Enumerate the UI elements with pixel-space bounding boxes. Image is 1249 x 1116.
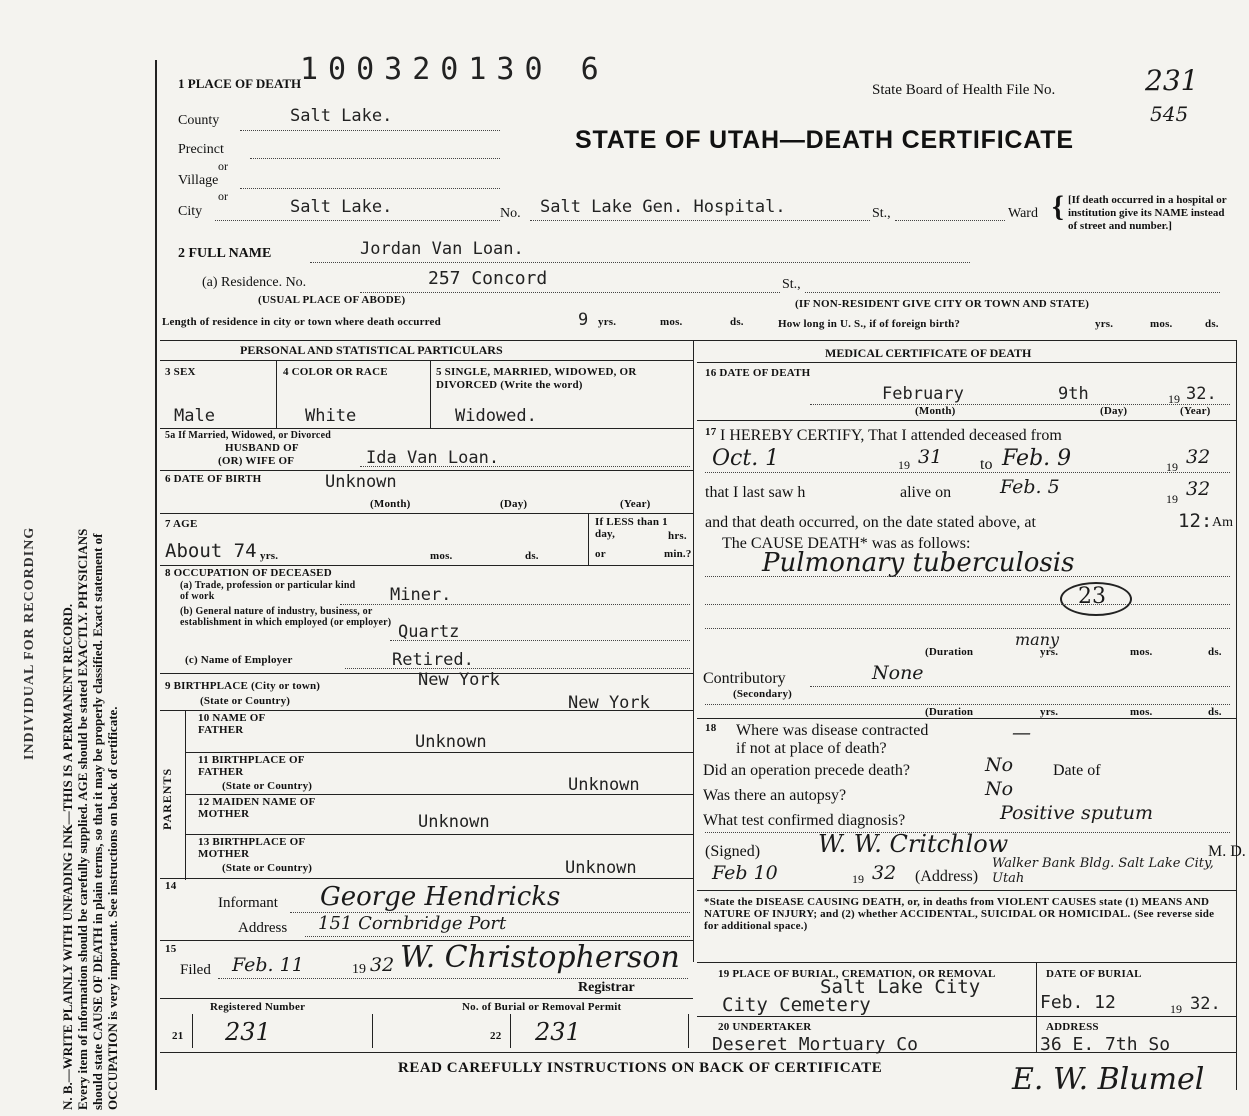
mother-name-label: 12 MAIDEN NAME OF MOTHER bbox=[198, 796, 315, 820]
residence-st-label: St., bbox=[782, 277, 801, 292]
read-carefully-note: READ CAREFULLY INSTRUCTIONS ON BACK OF CERTIFICATE bbox=[398, 1060, 883, 1076]
age-less-divider bbox=[588, 513, 589, 565]
county-value: Salt Lake. bbox=[290, 106, 393, 126]
form-left-border bbox=[155, 60, 157, 1090]
row-line-7 bbox=[160, 513, 693, 514]
date-of-death-month: February bbox=[882, 384, 964, 404]
undertaker-value: Deseret Mortuary Co bbox=[712, 1034, 918, 1055]
foreign-ds: ds. bbox=[1205, 318, 1219, 330]
dob-day-label: (Day) bbox=[500, 498, 528, 510]
mother-birth-sub: (State or Country) bbox=[222, 862, 313, 874]
marital-label: 5 SINGLE, MARRIED, WIDOWED, OR DIVORCED (Write the word) bbox=[436, 366, 637, 391]
filed-line bbox=[218, 978, 688, 979]
informant-num: 14 bbox=[165, 880, 177, 892]
sign-date: Feb 10 bbox=[712, 862, 778, 884]
city-label: City bbox=[178, 204, 203, 219]
village-label: Village bbox=[178, 173, 219, 188]
spouse-label-2: HUSBAND OF bbox=[225, 442, 299, 454]
file-number-label: State Board of Health File No. bbox=[872, 82, 1056, 98]
signed-label: (Signed) bbox=[705, 843, 761, 860]
age-value: About 74 bbox=[165, 540, 257, 562]
birthplace-label: 9 BIRTHPLACE (City or town) bbox=[165, 680, 321, 692]
father-name-value: Unknown bbox=[415, 732, 487, 752]
death-time-label: and that death occurred, on the date stated above, at bbox=[705, 514, 1036, 531]
sign-year-prefix: 19 bbox=[852, 872, 864, 886]
permit-box-right bbox=[688, 1014, 689, 1048]
cause-value: Pulmonary tuberculosis bbox=[762, 548, 1075, 578]
or-min-text: or bbox=[595, 548, 606, 560]
operation-date-label: Date of bbox=[1053, 762, 1101, 779]
file-number: 231 bbox=[1145, 64, 1199, 97]
attended-from-year: 31 bbox=[918, 446, 943, 468]
row-line-11 bbox=[185, 752, 693, 753]
registrar-label: Registrar bbox=[578, 980, 635, 995]
registrar-signature-footer: E. W. Blumel bbox=[1012, 1062, 1205, 1097]
residence-line bbox=[360, 292, 780, 293]
dob-value: Unknown bbox=[325, 472, 397, 492]
full-name-value: Jordan Van Loan. bbox=[360, 239, 524, 259]
city-value: Salt Lake. bbox=[290, 197, 393, 217]
notice-line-1: N. B.—WRITE PLAINLY WITH UNFADING INK—THIS IS A PERMANENT RECORD. bbox=[60, 603, 75, 1110]
filed-label: Filed bbox=[180, 962, 211, 978]
attended-to-label: to bbox=[980, 456, 993, 473]
foreign-mos: mos. bbox=[1150, 318, 1173, 330]
dob-month-label: (Month) bbox=[370, 498, 411, 510]
occupation-b-value: Quartz bbox=[398, 622, 460, 642]
personal-heading: PERSONAL AND STATISTICAL PARTICULARS bbox=[240, 343, 503, 357]
dob-year-label: (Year) bbox=[620, 498, 651, 510]
stamp-number: 100320130 6 bbox=[300, 52, 609, 87]
date-of-death-day: 9th bbox=[1058, 384, 1089, 404]
dod-month-label: (Month) bbox=[915, 405, 956, 417]
filed-num: 15 bbox=[165, 943, 177, 955]
duration-label: (Duration bbox=[925, 646, 974, 658]
reg-box-left bbox=[192, 1014, 193, 1048]
form-right-border bbox=[1236, 340, 1237, 1090]
certificate-title: STATE OF UTAH—DEATH CERTIFICATE bbox=[575, 126, 1074, 154]
hospital-note: [If death occurred in a hospital or institution give its NAME instead of street and number.] bbox=[1068, 194, 1227, 232]
father-name-label: 10 NAME OF FATHER bbox=[198, 712, 265, 736]
father-birth-label: 11 BIRTHPLACE OF FATHER bbox=[198, 754, 305, 778]
medical-row-line-4 bbox=[697, 962, 1236, 963]
place-of-death-label: 1 PLACE OF DEATH bbox=[178, 76, 302, 91]
informant-address-line bbox=[305, 936, 690, 937]
cause-label: The CAUSE DEATH* was as follows: bbox=[722, 535, 971, 552]
dob-label: 6 DATE OF BIRTH bbox=[165, 473, 262, 485]
duration-value: many bbox=[1015, 630, 1060, 649]
alive-on-label: alive on bbox=[900, 484, 952, 501]
employer-value: Retired. bbox=[392, 650, 474, 670]
mother-name-value: Unknown bbox=[418, 812, 490, 832]
dod-year-label: (Year) bbox=[1180, 405, 1211, 417]
row-line-5 bbox=[160, 428, 693, 429]
hrs-label: hrs. bbox=[668, 530, 687, 542]
row-line-8 bbox=[160, 565, 693, 566]
md-label: M. D. bbox=[1208, 843, 1246, 860]
burial-place-label: 19 PLACE OF BURIAL, CREMATION, OR REMOVAL bbox=[718, 968, 996, 980]
street-no-value: Salt Lake Gen. Hospital. bbox=[540, 197, 786, 217]
color-marital-divider bbox=[430, 360, 431, 428]
attended-line bbox=[705, 472, 1230, 473]
permit-box-left bbox=[510, 1014, 511, 1048]
informant-address-value: 151 Cornbridge Port bbox=[318, 913, 507, 934]
file-number-handwritten: 545 bbox=[1150, 102, 1189, 126]
burial-permit-index: 22 bbox=[490, 1030, 502, 1042]
operation-label: Did an operation precede death? bbox=[703, 762, 911, 779]
length-mos: mos. bbox=[660, 316, 683, 328]
employer-label: (c) Name of Employer bbox=[185, 654, 293, 666]
reg-box-right bbox=[372, 1014, 373, 1048]
autopsy-value: No bbox=[985, 778, 1014, 800]
cause-code: 23 bbox=[1078, 584, 1106, 609]
last-saw-year: 32 bbox=[1186, 478, 1211, 500]
birthplace-city: New York bbox=[418, 670, 500, 690]
row-line-13 bbox=[185, 834, 693, 835]
street-no-line bbox=[530, 220, 870, 221]
duration2-yrs: yrs. bbox=[1040, 706, 1059, 718]
notice-line-3: should state CAUSE OF DEATH in plain terms, so that it may be properly classified. Exact statement of bbox=[90, 533, 105, 1110]
row-line-12 bbox=[185, 794, 693, 795]
last-saw-label: that I last saw h bbox=[705, 484, 806, 501]
date-of-death-label: 16 DATE OF DEATH bbox=[705, 367, 811, 379]
occupation-a-value: Miner. bbox=[390, 585, 452, 605]
residence-label: (a) Residence. No. bbox=[202, 275, 307, 290]
registered-number-label: Registered Number bbox=[210, 1001, 306, 1013]
dod-day-label: (Day) bbox=[1100, 405, 1128, 417]
spouse-label-1: 5a If Married, Widowed, or Divorced bbox=[165, 430, 331, 441]
village-line bbox=[240, 188, 500, 189]
burial-date-year: 32. bbox=[1190, 994, 1221, 1014]
burial-date-value: Feb. 12 bbox=[1040, 992, 1116, 1013]
certify-num: 17 bbox=[705, 426, 717, 438]
q18-num: 18 bbox=[705, 722, 717, 734]
burial-date-label: DATE OF BURIAL bbox=[1046, 968, 1142, 980]
burial-permit-value: 231 bbox=[535, 1018, 581, 1046]
operation-value: No bbox=[985, 754, 1014, 776]
burial-place-value-2: City Cemetery bbox=[722, 994, 871, 1016]
spouse-label-3: (OR) WIFE OF bbox=[218, 455, 295, 467]
sign-address-value: Walker Bank Bldg. Salt Lake City, Utah bbox=[992, 856, 1214, 886]
registrar-signature: W. Christopherson bbox=[400, 940, 680, 975]
cause-line-2 bbox=[705, 604, 1230, 605]
full-name-line bbox=[310, 262, 970, 263]
duration-yrs: yrs. bbox=[1040, 646, 1059, 658]
length-value: 9 bbox=[578, 310, 589, 330]
burial-place-value-1: Salt Lake City bbox=[820, 976, 981, 998]
test-value: Positive sputum bbox=[1000, 802, 1154, 824]
parents-label: PARENTS bbox=[160, 767, 174, 830]
cause-footnote: *State the DISEASE CAUSING DEATH, or, in deaths from VIOLENT CAUSES state (1) MEANS AND NATURE OF INJURY; and (2) whether ACCIDENTAL, SUICIDAL OR HOMICIDAL. (See reverse side for additional space.) bbox=[704, 896, 1215, 932]
birthplace-state: New York bbox=[568, 693, 650, 713]
less-than-label: If LESS than 1 day, bbox=[595, 516, 668, 540]
contributory-label: Contributory bbox=[703, 670, 786, 687]
father-birth-sub: (State or Country) bbox=[222, 780, 313, 792]
notice-line-4: OCCUPATION is very important. See instructions on back of certificate. bbox=[105, 706, 120, 1110]
last-saw-year-prefix: 19 bbox=[1166, 492, 1178, 506]
permanent-record-notice bbox=[60, 110, 140, 1110]
birthplace-state-label: (State or Country) bbox=[200, 695, 291, 707]
medical-heading-underline bbox=[697, 362, 1236, 363]
medical-heading: MEDICAL CERTIFICATE OF DEATH bbox=[825, 346, 1032, 360]
contributory-line bbox=[810, 686, 1230, 687]
mother-birth-label: 13 BIRTHPLACE OF MOTHER bbox=[198, 836, 305, 860]
margin-text: INDIVIDUAL FOR RECORDING bbox=[22, 526, 37, 760]
undertaker-address-label: ADDRESS bbox=[1046, 1021, 1099, 1033]
registered-number-index: 21 bbox=[172, 1030, 184, 1042]
cause-line-3 bbox=[705, 628, 1230, 629]
informant-address-label: Address bbox=[238, 920, 288, 936]
q18-label-2: if not at place of death? bbox=[736, 740, 887, 757]
county-line bbox=[240, 130, 500, 131]
attended-from-year-prefix: 19 bbox=[898, 458, 910, 472]
length-label: Length of residence in city or town where death occurred bbox=[162, 316, 441, 328]
filed-year-prefix: 19 bbox=[352, 962, 366, 977]
certify-text: I HEREBY CERTIFY, That I attended deceased from bbox=[720, 427, 1062, 444]
registered-number-value: 231 bbox=[225, 1018, 271, 1046]
undertaker-address-value: 36 E. 7th So bbox=[1040, 1034, 1171, 1055]
notice-line-2: Every item of information should be carefully supplied. AGE should be stated EXACTLY. PHYSICIANS bbox=[75, 528, 90, 1110]
row-line-6 bbox=[160, 470, 693, 471]
length-ds: ds. bbox=[730, 316, 744, 328]
cause-line-1 bbox=[705, 576, 1230, 577]
sign-address-label: (Address) bbox=[915, 868, 979, 885]
grid-top-line bbox=[160, 340, 1236, 341]
physician-signature: W. W. Critchlow bbox=[818, 830, 1009, 858]
contributory-line-2 bbox=[705, 704, 1230, 705]
county-label: County bbox=[178, 113, 220, 128]
occupation-b-label: (b) General nature of industry, business, or establishment in which employed (or employer) bbox=[180, 606, 392, 628]
column-divider bbox=[693, 340, 694, 962]
min-label: min.? bbox=[664, 548, 692, 560]
undertaker-label: 20 UNDERTAKER bbox=[718, 1021, 812, 1033]
full-name-label: 2 FULL NAME bbox=[178, 246, 272, 261]
age-mos-label: mos. bbox=[430, 550, 453, 562]
residence-st-line bbox=[805, 292, 1220, 293]
medical-row-line-1 bbox=[697, 420, 1236, 421]
sex-value: Male bbox=[174, 406, 215, 426]
q18-value: — bbox=[1012, 722, 1031, 744]
filed-year: 32 bbox=[370, 954, 395, 976]
informant-label: Informant bbox=[218, 895, 278, 911]
row-line-14 bbox=[160, 878, 693, 879]
autopsy-label: Was there an autopsy? bbox=[703, 787, 847, 804]
street-no-label: No. bbox=[500, 206, 521, 221]
usual-place-label: (USUAL PLACE OF ABODE) bbox=[258, 294, 406, 306]
spouse-value: Ida Van Loan. bbox=[366, 448, 500, 468]
occupation-a-label: (a) Trade, profession or particular kind of work bbox=[180, 580, 356, 602]
duration-ds: ds. bbox=[1208, 646, 1222, 658]
medical-row-line-2 bbox=[697, 718, 1236, 719]
nonresident-note: (IF NON-RESIDENT GIVE CITY OR TOWN AND STATE) bbox=[795, 298, 1090, 310]
attended-from: Oct. 1 bbox=[712, 446, 780, 471]
attended-to-year-prefix: 19 bbox=[1166, 460, 1178, 474]
age-ds-label: ds. bbox=[525, 550, 539, 562]
ward-line bbox=[895, 220, 1005, 221]
burial-row-line bbox=[697, 1016, 1236, 1017]
filed-date: Feb. 11 bbox=[232, 954, 304, 976]
informant-signature: George Hendricks bbox=[320, 882, 561, 912]
marital-value: Widowed. bbox=[455, 406, 537, 426]
foreign-label: How long in U. S., if of foreign birth? bbox=[778, 318, 961, 330]
precinct-label: Precinct bbox=[178, 142, 224, 157]
brace-icon: { bbox=[1052, 190, 1064, 223]
foreign-yrs: yrs. bbox=[1095, 318, 1114, 330]
age-yrs-label: yrs. bbox=[260, 550, 279, 562]
ward-label: Ward bbox=[1008, 206, 1038, 221]
sex-color-divider bbox=[276, 360, 277, 428]
row-line-16 bbox=[160, 998, 693, 999]
date-of-death-year-prefix: 19 bbox=[1168, 392, 1180, 406]
length-yrs: yrs. bbox=[598, 316, 617, 328]
age-label: 7 AGE bbox=[165, 518, 198, 530]
residence-value: 257 Concord bbox=[428, 268, 548, 289]
color-value: White bbox=[305, 406, 357, 426]
or-text-2: or bbox=[218, 189, 228, 203]
or-text-1: or bbox=[218, 159, 228, 173]
st-label: St., bbox=[872, 206, 891, 221]
duration-mos: mos. bbox=[1130, 646, 1153, 658]
row-line-10 bbox=[160, 710, 693, 711]
secondary-label: (Secondary) bbox=[733, 688, 793, 700]
duration2-label: (Duration bbox=[925, 706, 974, 718]
duration2-ds: ds. bbox=[1208, 706, 1222, 718]
city-line bbox=[215, 220, 500, 221]
test-label: What test confirmed diagnosis? bbox=[703, 812, 906, 829]
contributory-value: None bbox=[872, 662, 924, 684]
attended-to: Feb. 9 bbox=[1002, 446, 1072, 471]
father-birth-value: Unknown bbox=[568, 775, 640, 795]
color-label: 4 COLOR OR RACE bbox=[283, 366, 388, 378]
sign-year: 32 bbox=[872, 862, 897, 884]
medical-row-line-3 bbox=[697, 890, 1236, 891]
death-time-suffix: Am bbox=[1212, 515, 1233, 530]
occupation-label: 8 OCCUPATION OF DECEASED bbox=[165, 567, 332, 579]
date-of-death-year: 32. bbox=[1186, 384, 1217, 404]
duration2-mos: mos. bbox=[1130, 706, 1153, 718]
last-saw-date: Feb. 5 bbox=[1000, 476, 1060, 498]
attended-to-year: 32 bbox=[1186, 446, 1211, 468]
q18-label: Where was disease contracted bbox=[736, 722, 929, 739]
burial-date-year-prefix: 19 bbox=[1170, 1002, 1182, 1016]
burial-permit-label: No. of Burial or Removal Permit bbox=[462, 1001, 622, 1013]
death-time-value: 12: bbox=[1178, 510, 1213, 532]
parents-divider bbox=[185, 710, 186, 880]
personal-heading-underline bbox=[160, 360, 693, 361]
mother-birth-value: Unknown bbox=[565, 858, 637, 878]
date-of-death-line bbox=[810, 404, 1230, 405]
sex-label: 3 SEX bbox=[165, 366, 196, 378]
precinct-line bbox=[250, 158, 500, 159]
